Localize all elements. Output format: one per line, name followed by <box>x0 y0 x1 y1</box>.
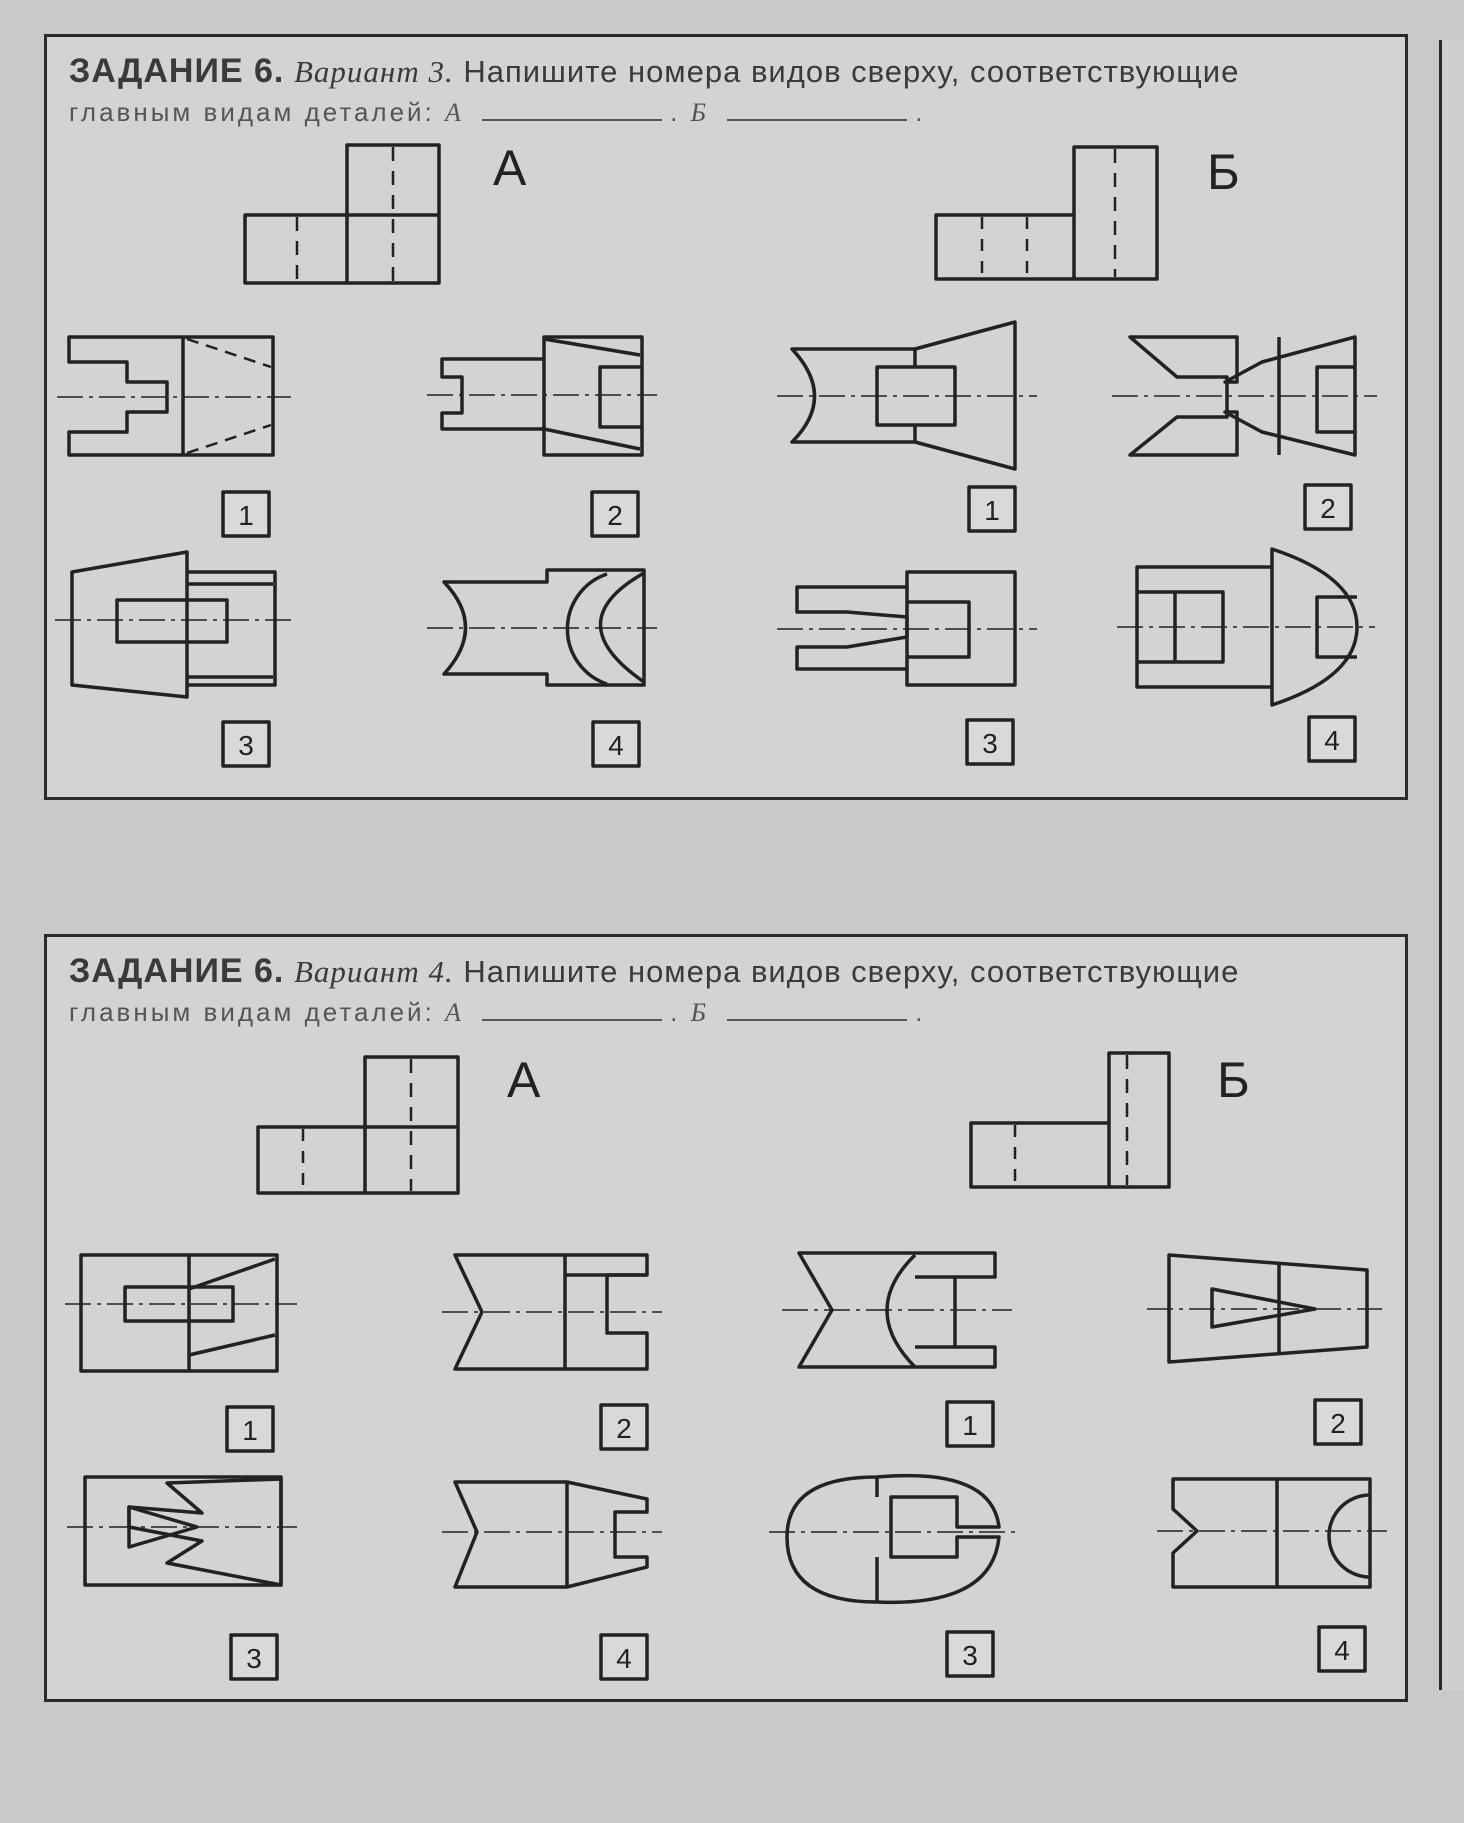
svg-text:4: 4 <box>1334 1635 1350 1666</box>
option-b1-drawing <box>782 1253 1012 1367</box>
task-title: ЗАДАНИЕ 6. <box>69 52 285 90</box>
label-a: А <box>507 1052 541 1108</box>
option-a3-drawing <box>67 1477 297 1585</box>
svg-text:1: 1 <box>962 1410 978 1441</box>
option-a2-drawing <box>427 337 657 455</box>
svg-text:2: 2 <box>1330 1408 1346 1439</box>
answer-label-b: Б <box>690 997 709 1027</box>
option-a1-number-box[interactable] <box>223 492 269 536</box>
option-b2-number-box[interactable] <box>1305 485 1351 529</box>
answer-label-a: А <box>445 997 464 1027</box>
option-a3-number-box[interactable] <box>223 722 269 766</box>
option-a1-number-box[interactable] <box>227 1407 273 1451</box>
svg-text:2: 2 <box>616 1413 632 1444</box>
option-a2-number-box[interactable] <box>601 1405 647 1449</box>
option-b1-number-box[interactable] <box>969 487 1015 531</box>
answer-prefix: главным видам деталей: <box>69 96 435 127</box>
drawings-variant-4 <box>47 937 1405 1699</box>
option-a1-drawing <box>65 1255 297 1371</box>
option-b2-number-box[interactable] <box>1315 1400 1361 1444</box>
svg-text:2: 2 <box>1320 493 1336 524</box>
label-a: А <box>493 140 527 196</box>
variant-label: Вариант 4. <box>294 954 454 989</box>
option-a4-drawing <box>442 1482 662 1587</box>
svg-text:1: 1 <box>984 495 1000 526</box>
label-b: Б <box>1207 144 1240 200</box>
option-b1-number-box[interactable] <box>947 1402 993 1446</box>
task-title: ЗАДАНИЕ 6. <box>69 952 285 990</box>
option-b3-drawing <box>769 1476 1019 1603</box>
svg-text:1: 1 <box>242 1415 258 1446</box>
label-b: Б <box>1217 1052 1250 1108</box>
variant-label: Вариант 3. <box>294 54 454 89</box>
option-a2-number-box[interactable] <box>592 492 638 536</box>
svg-text:4: 4 <box>616 1643 632 1674</box>
svg-text:3: 3 <box>238 730 254 761</box>
task-variant-3 <box>44 34 1408 800</box>
main-view-a <box>245 145 439 283</box>
svg-text:3: 3 <box>962 1640 978 1671</box>
answer-prefix: главным видам деталей: <box>69 996 435 1027</box>
option-b4-drawing <box>1157 1479 1387 1587</box>
option-b2-drawing <box>1147 1255 1382 1362</box>
option-b3-drawing <box>777 572 1037 685</box>
instruction-text: Напишите номера видов сверху, соответствующие <box>463 54 1240 89</box>
option-a2-drawing <box>442 1255 662 1369</box>
option-a3-drawing <box>55 552 297 697</box>
option-b1-drawing <box>777 322 1037 469</box>
option-a4-number-box[interactable] <box>593 722 639 766</box>
option-a4-number-box[interactable] <box>601 1635 647 1679</box>
svg-text:4: 4 <box>608 730 624 761</box>
drawings-variant-3 <box>47 37 1405 797</box>
main-view-b <box>936 147 1157 279</box>
next-page-edge <box>1439 40 1464 1690</box>
main-view-b <box>971 1053 1169 1187</box>
task-variant-4 <box>44 934 1408 1702</box>
svg-text:3: 3 <box>246 1643 262 1674</box>
option-b2-drawing <box>1112 337 1377 455</box>
task-answer-line: главным видам деталей: А . Б . <box>69 96 926 127</box>
option-b3-number-box[interactable] <box>947 1632 993 1676</box>
option-a3-number-box[interactable] <box>231 1635 277 1679</box>
svg-text:2: 2 <box>607 500 623 531</box>
option-b3-number-box[interactable] <box>967 720 1013 764</box>
svg-text:4: 4 <box>1324 725 1340 756</box>
option-a4-drawing <box>427 570 657 685</box>
option-b4-number-box[interactable] <box>1319 1627 1365 1671</box>
svg-text:3: 3 <box>982 728 998 759</box>
option-a1-drawing <box>57 337 291 455</box>
option-b4-number-box[interactable] <box>1309 717 1355 761</box>
main-view-a <box>258 1057 458 1193</box>
instruction-text: Напишите номера видов сверху, соответствующие <box>463 954 1240 989</box>
answer-label-a: А <box>445 97 464 127</box>
answer-label-b: Б <box>690 97 709 127</box>
svg-text:1: 1 <box>238 500 254 531</box>
task-answer-line: главным видам деталей: А . Б . <box>69 996 926 1027</box>
option-b4-drawing <box>1117 549 1375 705</box>
